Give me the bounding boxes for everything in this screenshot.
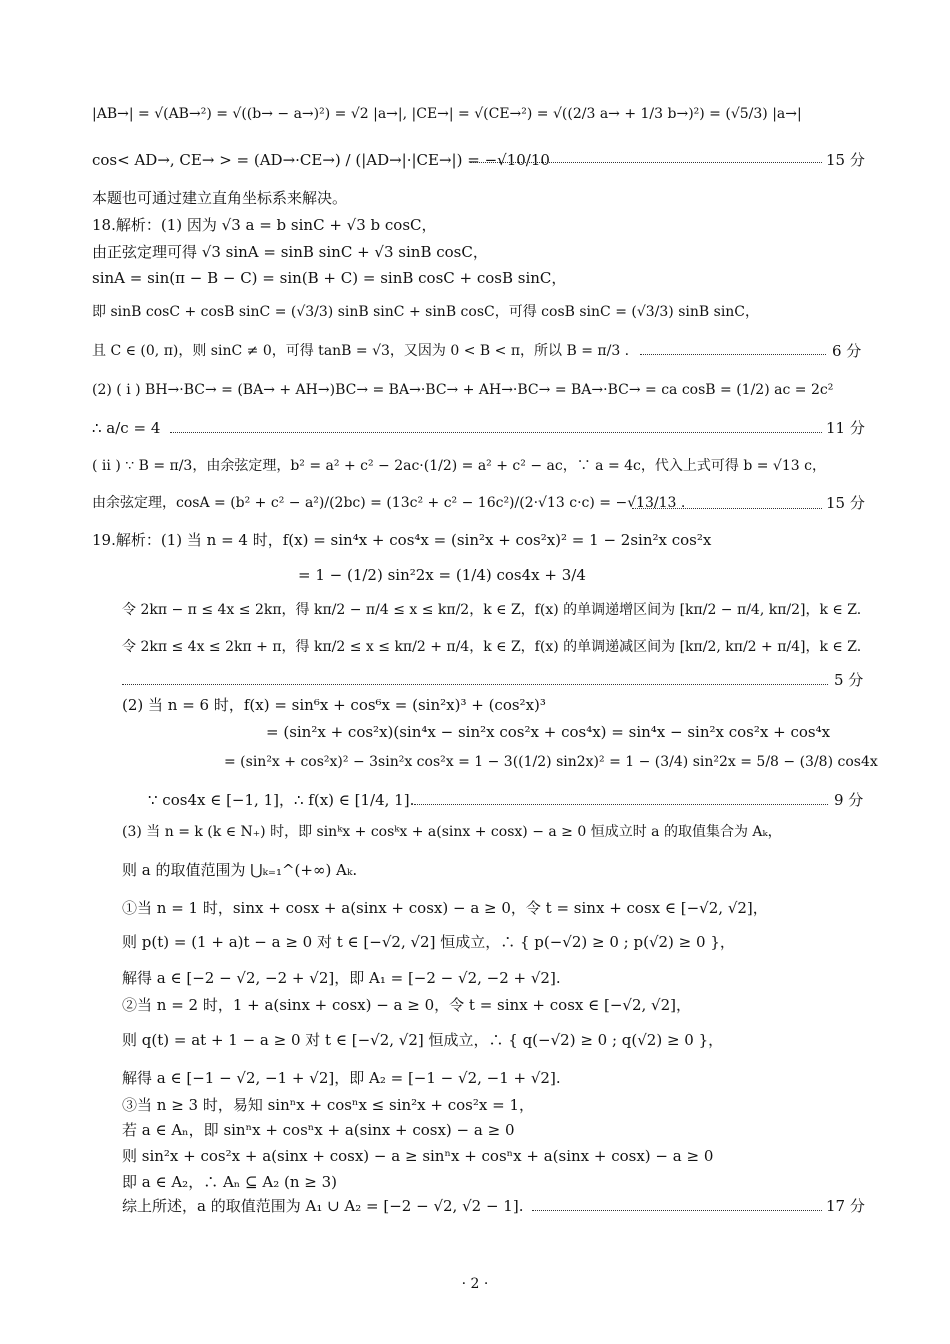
text-line: ③当 n ≥ 3 时，易知 sinⁿx + cosⁿx ≤ sin²x + cos²x = 1， [122,1096,534,1114]
score-label: 6 分 [832,342,862,360]
text-line: (2) 当 n = 6 时，f(x) = sin⁶x + cos⁶x = (sin²x)³ + (cos²x)³ [122,696,546,714]
leader-dots [170,432,822,433]
text-line: = (sin²x + cos²x)² − 3sin²x cos²x = 1 − 3((1/2) sin2x)² = 1 − (3/4) sin²2x = 5/8 − (3/8) cos4x [224,754,878,770]
text-line: cos< AD→, CE→ > = (AD→·CE→) / (|AD→|·|CE→|) = −√10/10 [92,151,550,169]
text-line: ①当 n = 1 时，sinx + cosx + a(sinx + cosx) − a ≥ 0，令 t = sinx + cosx ∈ [−√2, √2]， [122,899,768,917]
text-line: 由正弦定理可得 √3 sinA = sinB sinC + √3 sinB cosC， [92,243,488,261]
text-line: 综上所述，a 的取值范围为 A₁ ∪ A₂ = [−2 − √2, √2 − 1]. [122,1197,524,1215]
score-label: 9 分 [834,791,864,809]
leader-dots [632,508,822,509]
text-line: 则 p(t) = (1 + a)t − a ≥ 0 对 t ∈ [−√2, √2] 恒成立，∴ { p(−√2) ≥ 0 ; p(√2) ≥ 0 }， [122,933,735,951]
text-line: 令 2kπ − π ≤ 4x ≤ 2kπ，得 kπ/2 − π/4 ≤ x ≤ kπ/2，k ∈ Z，f(x) 的单调递增区间为 [kπ/2 − π/4, kπ/2]，k ∈ Z. [122,602,862,618]
text-line: 则 sin²x + cos²x + a(sinx + cosx) − a ≥ sinⁿx + cosⁿx + a(sinx + cosx) − a ≥ 0 [122,1147,714,1165]
text-line: 令 2kπ ≤ 4x ≤ 2kπ + π，得 kπ/2 ≤ x ≤ kπ/2 + π/4，k ∈ Z，f(x) 的单调递减区间为 [kπ/2, kπ/2 + π/4]，k ∈ Z. [122,639,862,655]
text-line: |AB→| = √(AB→²) = √((b→ − a→)²) = √2 |a→|, |CE→| = √(CE→²) = √((2/3 a→ + 1/3 b→)²) = (√5/3) |a→| [92,106,802,122]
text-line: 由余弦定理，cosA = (b² + c² − a²)/(2bc) = (13c² + c² − 16c²)/(2·√13 c·c) = −√13/13 . [92,495,686,511]
score-label: 11 分 [826,419,865,437]
text-line: ∵ cos4x ∈ [−1, 1]，∴ f(x) ∈ [1/4, 1]. [148,791,415,809]
page-number: · 2 · [461,1276,489,1292]
leader-dots [470,162,822,163]
text-line: = 1 − (1/2) sin²2x = (1/4) cos4x + 3/4 [298,566,586,584]
leader-dots [122,684,828,685]
text-line: 若 a ∈ Aₙ，即 sinⁿx + cosⁿx + a(sinx + cosx) − a ≥ 0 [122,1121,515,1139]
score-label: 5 分 [834,671,864,689]
text-line: (2) ( i ) BH→·BC→ = (BA→ + AH→)BC→ = BA→·BC→ + AH→·BC→ = BA→·BC→ = ca cosB = (1/2) ac = 2c² [92,382,834,398]
score-label: 15 分 [826,494,865,512]
text-line: ( ii ) ∵ B = π/3，由余弦定理，b² = a² + c² − 2ac·(1/2) = a² + c² − ac，∵ a = 4c，代入上式可得 b = √13 c， [92,458,826,474]
score-label: 15 分 [826,151,865,169]
text-line: 且 C ∈ (0, π)，则 sinC ≠ 0，可得 tanB = √3，又因为 0 < B < π，所以 B = π/3 . [92,343,630,359]
text-line: (3) 当 n = k (k ∈ N₊) 时，即 sinᵏx + cosᵏx + a(sinx + cosx) − a ≥ 0 恒成立时 a 的取值集合为 Aₖ， [122,824,782,840]
text-line: 本题也可通过建立直角坐标系来解决。 [92,189,348,207]
leader-dots [640,354,826,355]
text-line: 则 q(t) = at + 1 − a ≥ 0 对 t ∈ [−√2, √2] 恒成立，∴ { q(−√2) ≥ 0 ; q(√2) ≥ 0 }， [122,1031,724,1049]
text-line: ②当 n = 2 时，1 + a(sinx + cosx) − a ≥ 0，令 t = sinx + cosx ∈ [−√2, √2]， [122,996,692,1014]
leader-dots [532,1210,822,1211]
text-line: ∴ a/c = 4 [92,419,161,437]
text-line: 解得 a ∈ [−2 − √2, −2 + √2]，即 A₁ = [−2 − √2, −2 + √2]. [122,969,561,987]
score-label: 17 分 [826,1197,865,1215]
text-line: 则 a 的取值范围为 ⋃ₖ₌₁^(+∞) Aₖ. [122,861,358,879]
text-line: sinA = sin(π − B − C) = sin(B + C) = sinB cosC + cosB sinC， [92,269,567,287]
text-line: 即 a ∈ A₂，∴ Aₙ ⊆ A₂ (n ≥ 3) [122,1173,338,1191]
question-19-heading: 19.解析：(1) 当 n = 4 时，f(x) = sin⁴x + cos⁴x = (sin²x + cos²x)² = 1 − 2sin²x cos²x [92,531,712,549]
text-line: = (sin²x + cos²x)(sin⁴x − sin²x cos²x + cos⁴x) = sin⁴x − sin²x cos²x + cos⁴x [266,723,831,741]
text-line: 解得 a ∈ [−1 − √2, −1 + √2]，即 A₂ = [−1 − √2, −1 + √2]. [122,1069,561,1087]
question-18-heading: 18.解析：(1) 因为 √3 a = b sinC + √3 b cosC， [92,216,437,234]
leader-dots [414,804,828,805]
text-line: 即 sinB cosC + cosB sinC = (√3/3) sinB sinC + sinB cosC，可得 cosB sinC = (√3/3) sinB sinC， [92,304,760,320]
